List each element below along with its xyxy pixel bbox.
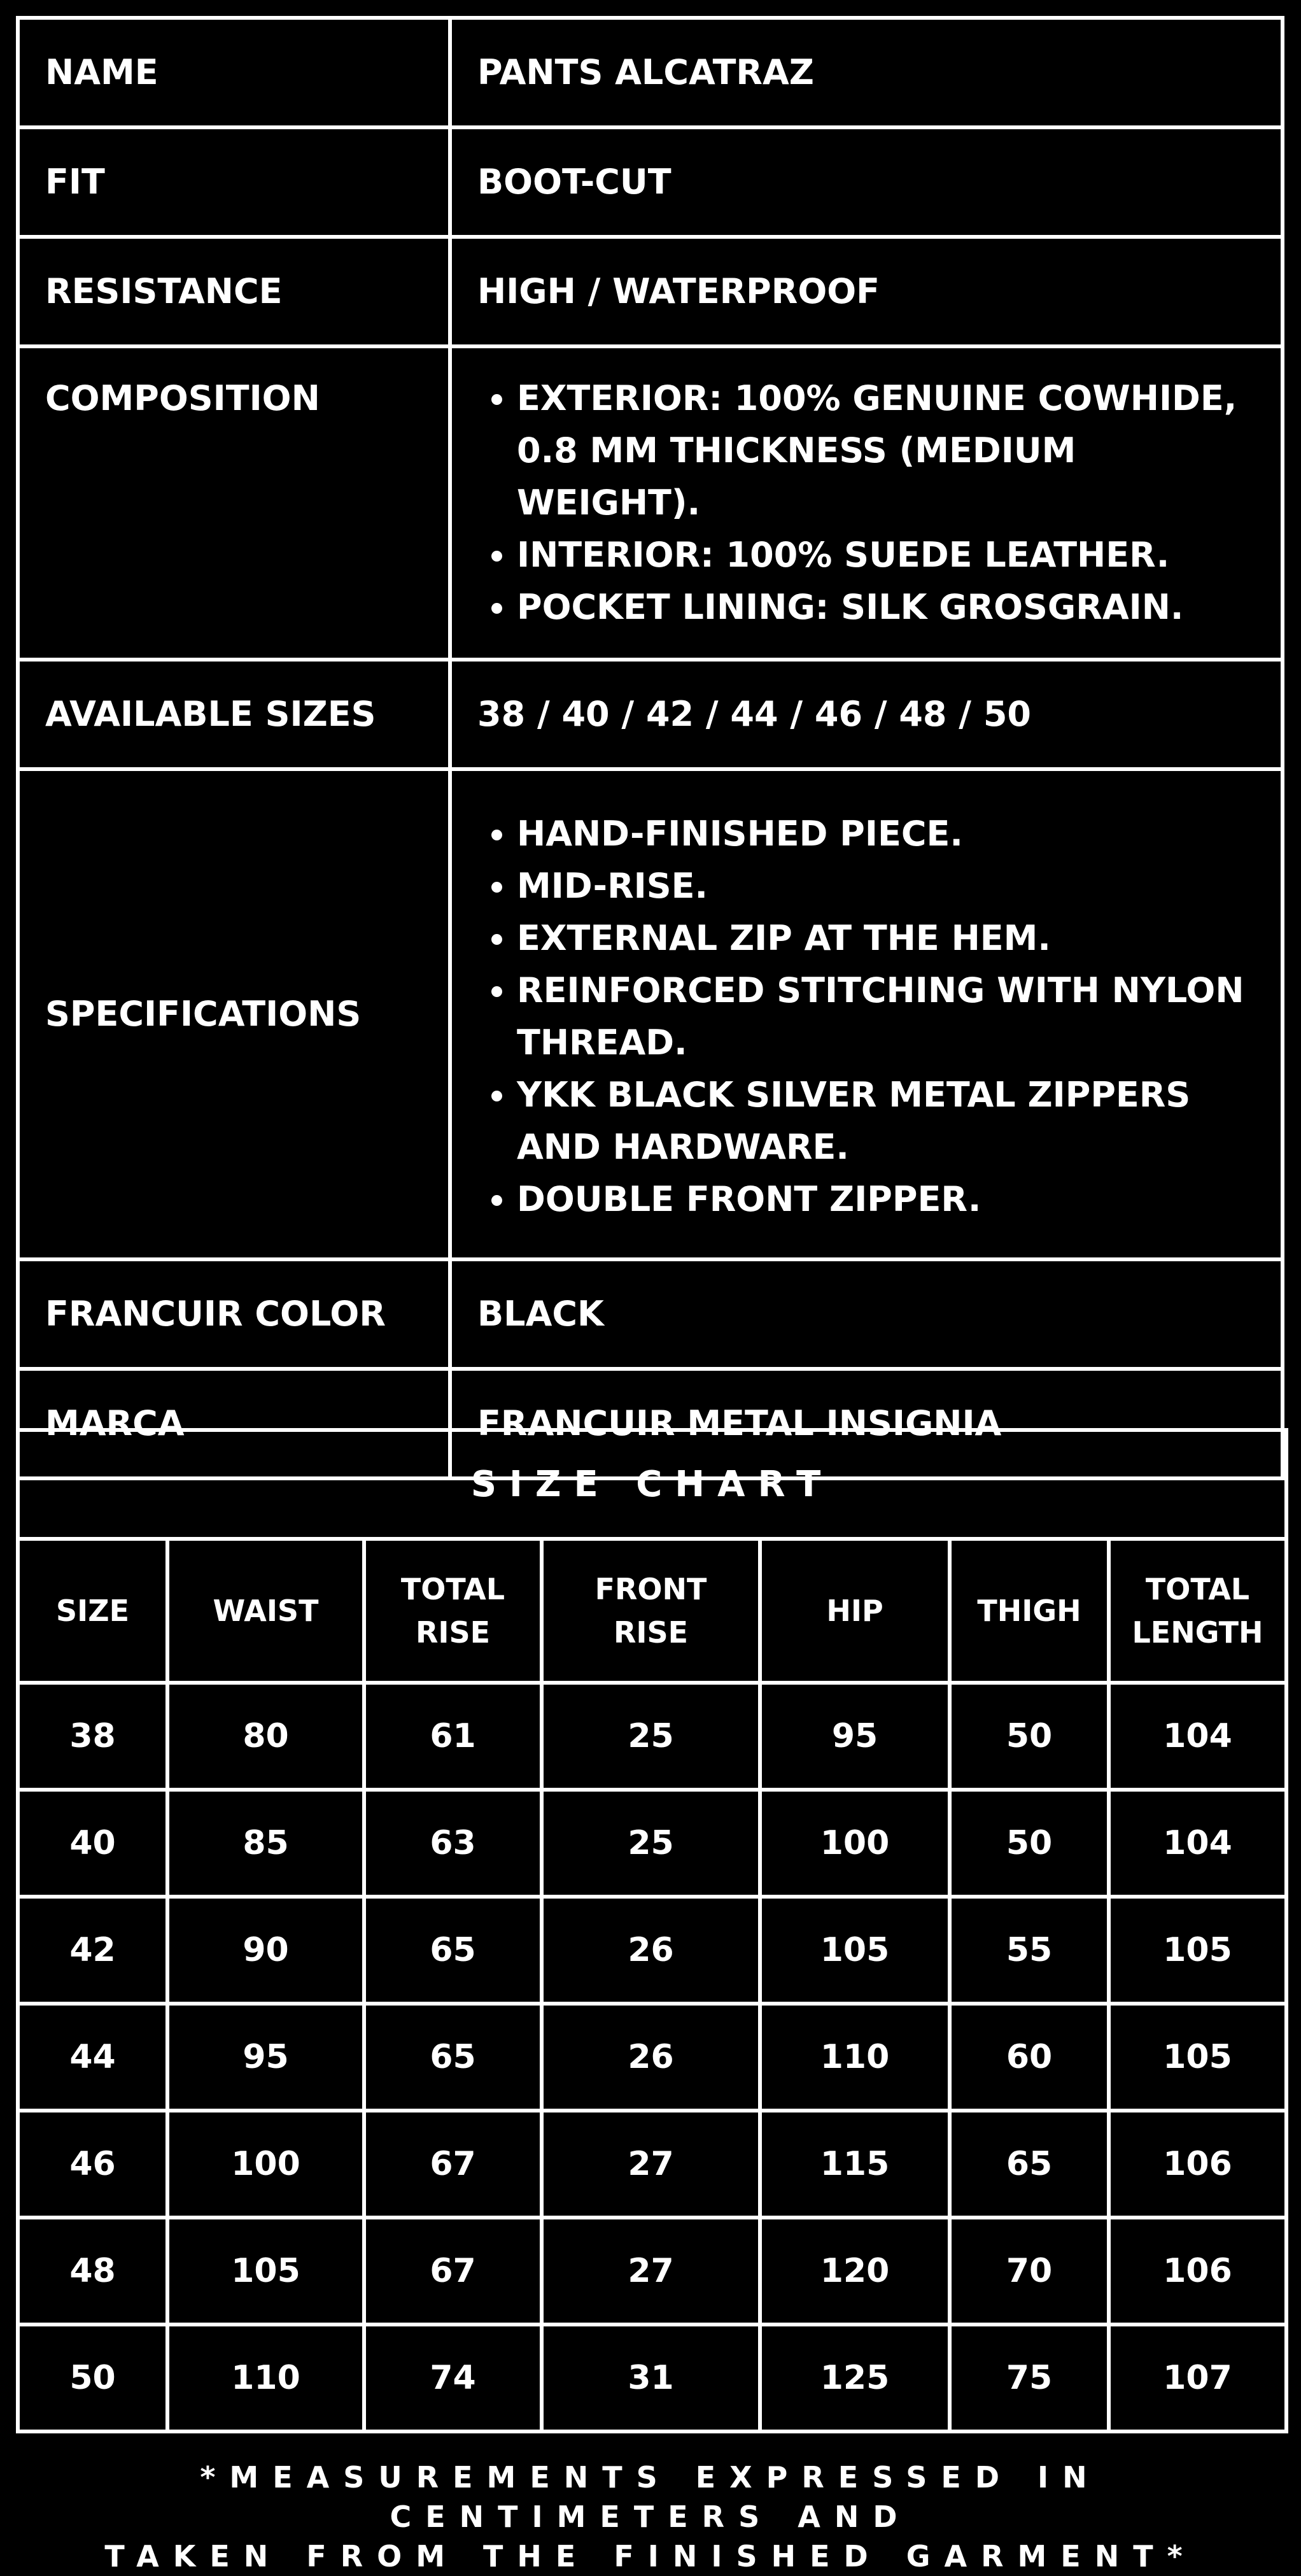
table-row [18, 2004, 1286, 2111]
product-details-table [16, 16, 1284, 1480]
specs-item: • HAND-FINISHED PIECE. [517, 808, 1255, 860]
footnote-line-2: TAKEN FROM THE FINISHED GARMENT* [104, 2539, 1197, 2573]
footnote-line-1: *MEASUREMENTS EXPRESSED IN CENTIMETERS AND [200, 2460, 1101, 2534]
name-label: NAME [18, 18, 450, 127]
fit-value: BOOT-CUT [450, 127, 1283, 237]
name-value: PANTS ALCATRAZ [450, 18, 1283, 127]
table-cell: 80 [167, 1683, 364, 1790]
table-row [18, 2111, 1286, 2218]
table-cell: 95 [167, 2004, 364, 2111]
size-chart-header-line: FRONT [594, 1572, 707, 1606]
size-chart-header [760, 1539, 950, 1683]
table-cell: 100 [167, 2111, 364, 2218]
table-cell: 25 [542, 1790, 760, 1897]
table-cell: 105 [1109, 1897, 1286, 2004]
table-cell: 46 [18, 2111, 167, 2218]
table-cell: 26 [542, 1897, 760, 2004]
size-chart-header-line: LENGTH [1132, 1615, 1263, 1650]
resistance-label: RESISTANCE [18, 237, 450, 346]
brand-value: FRANCUIR METAL INSIGNIA [450, 1369, 1283, 1478]
specs-item: • DOUBLE FRONT ZIPPER. [517, 1173, 1255, 1226]
table-cell: 65 [364, 1897, 542, 2004]
table-cell: 105 [1109, 2004, 1286, 2111]
sizes-label: AVAILABLE SIZES [18, 660, 450, 769]
size-chart-header [542, 1539, 760, 1683]
row-available-sizes [18, 660, 1283, 769]
table-cell: 67 [364, 2111, 542, 2218]
table-cell: 104 [1109, 1683, 1286, 1790]
table-cell: 50 [950, 1683, 1109, 1790]
table-cell: 115 [760, 2111, 950, 2218]
table-cell: 95 [760, 1683, 950, 1790]
specs-item: • EXTERNAL ZIP AT THE HEM. [517, 912, 1255, 965]
size-chart-header [18, 1539, 167, 1683]
brand-label: MARCA [18, 1369, 450, 1478]
size-chart-header [167, 1539, 364, 1683]
table-cell: 104 [1109, 1790, 1286, 1897]
specs-item: • YKK BLACK SILVER METAL ZIPPERS AND HARDWARE. [517, 1069, 1255, 1173]
table-cell: 110 [167, 2325, 364, 2431]
composition-item: • POCKET LINING: SILK GROSGRAIN. [517, 581, 1255, 633]
table-cell: 27 [542, 2218, 760, 2325]
table-cell: 74 [364, 2325, 542, 2431]
table-cell: 106 [1109, 2218, 1286, 2325]
table-cell: 31 [542, 2325, 760, 2431]
size-chart-header-line: TOTAL [400, 1572, 505, 1606]
table-cell: 55 [950, 1897, 1109, 2004]
table-cell: 25 [542, 1683, 760, 1790]
table-cell: 100 [760, 1790, 950, 1897]
size-chart-header-line: SIZE [55, 1594, 130, 1628]
table-row [18, 2218, 1286, 2325]
row-specifications [18, 769, 1283, 1259]
composition-item: • INTERIOR: 100% SUEDE LEATHER. [517, 529, 1255, 581]
row-resistance [18, 237, 1283, 346]
composition-label: COMPOSITION [18, 346, 450, 660]
size-chart-header-line: TOTAL [1145, 1572, 1250, 1606]
table-cell: 60 [950, 2004, 1109, 2111]
size-chart-header [1109, 1539, 1286, 1683]
table-cell: 38 [18, 1683, 167, 1790]
table-cell: 105 [167, 2218, 364, 2325]
table-row [18, 1790, 1286, 1897]
resistance-value: HIGH / WATERPROOF [450, 237, 1283, 346]
composition-value [450, 346, 1283, 660]
table-cell: 27 [542, 2111, 760, 2218]
table-row [18, 2325, 1286, 2431]
table-cell: 65 [950, 2111, 1109, 2218]
table-cell: 50 [18, 2325, 167, 2431]
fit-label: FIT [18, 127, 450, 237]
table-row [18, 1897, 1286, 2004]
color-label: FRANCUIR COLOR [18, 1259, 450, 1369]
specs-label: SPECIFICATIONS [18, 769, 450, 1259]
size-chart-header-line: RISE [613, 1615, 689, 1650]
table-cell: 90 [167, 1897, 364, 2004]
table-cell: 120 [760, 2218, 950, 2325]
color-value: BLACK [450, 1259, 1283, 1369]
table-cell: 107 [1109, 2325, 1286, 2431]
table-cell: 106 [1109, 2111, 1286, 2218]
specs-list [477, 808, 1255, 1226]
table-cell: 70 [950, 2218, 1109, 2325]
size-chart-body [18, 1683, 1286, 2431]
row-fit [18, 127, 1283, 237]
size-chart-header-line: WAIST [213, 1594, 319, 1628]
table-cell: 105 [760, 1897, 950, 2004]
row-name [18, 18, 1283, 127]
table-cell: 67 [364, 2218, 542, 2325]
table-cell: 48 [18, 2218, 167, 2325]
size-chart-header-line: THIGH [977, 1594, 1081, 1628]
size-chart-header-row [18, 1539, 1286, 1683]
size-chart-title-row [18, 1430, 1286, 1539]
measurement-footnote [0, 2458, 1301, 2576]
table-cell: 61 [364, 1683, 542, 1790]
size-chart-header-line: RISE [415, 1615, 491, 1650]
size-chart-table [16, 1428, 1288, 2433]
composition-list [477, 372, 1255, 633]
table-cell: 110 [760, 2004, 950, 2111]
table-cell: 85 [167, 1790, 364, 1897]
row-color [18, 1259, 1283, 1369]
table-cell: 125 [760, 2325, 950, 2431]
composition-item: • EXTERIOR: 100% GENUINE COWHIDE, 0.8 MM THICKNESS (MEDIUM WEIGHT). [517, 372, 1255, 529]
table-cell: 75 [950, 2325, 1109, 2431]
table-row [18, 1683, 1286, 1790]
row-composition [18, 346, 1283, 660]
specs-item: • REINFORCED STITCHING WITH NYLON THREAD. [517, 965, 1255, 1069]
size-chart-header [950, 1539, 1109, 1683]
table-cell: 63 [364, 1790, 542, 1897]
sizes-value: 38 / 40 / 42 / 44 / 46 / 48 / 50 [450, 660, 1283, 769]
table-cell: 65 [364, 2004, 542, 2111]
specs-value [450, 769, 1283, 1259]
table-cell: 44 [18, 2004, 167, 2111]
table-cell: 40 [18, 1790, 167, 1897]
table-cell: 50 [950, 1790, 1109, 1897]
specs-item: • MID-RISE. [517, 860, 1255, 912]
size-chart-header [364, 1539, 542, 1683]
table-cell: 42 [18, 1897, 167, 2004]
size-chart-title: SIZE CHART [18, 1430, 1286, 1539]
table-cell: 26 [542, 2004, 760, 2111]
size-chart-header-line: HIP [826, 1594, 883, 1628]
